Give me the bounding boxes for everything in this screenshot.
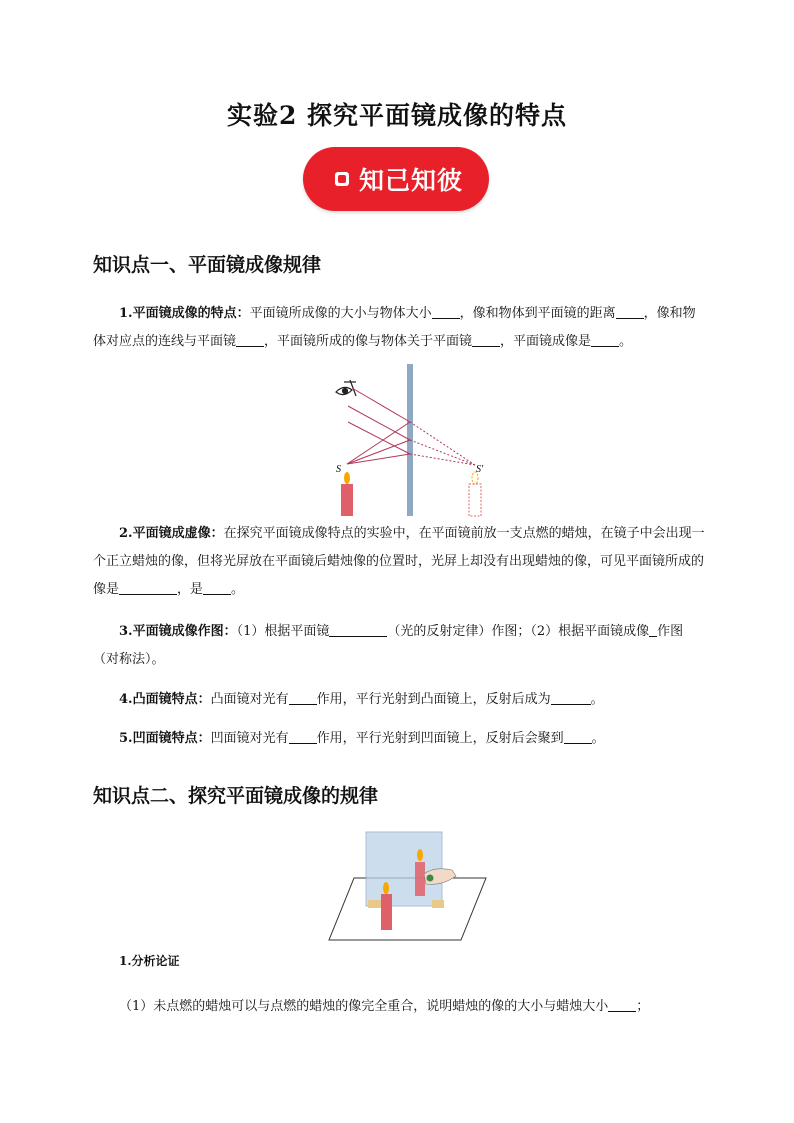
section-badge [303, 147, 489, 211]
blank [289, 729, 317, 744]
blank [564, 729, 592, 744]
mirror-ray-diagram [330, 362, 500, 518]
section2-heading: 知识点二、探究平面镜成像的规律 [93, 785, 379, 807]
blank [649, 622, 657, 637]
analysis-heading: 1.分析论证 [119, 954, 180, 968]
candle-object [341, 472, 353, 516]
item-5-lead: 5.凹面镜特点： [119, 731, 211, 746]
item-3: 3.平面镜成像作图：（1）根据平面镜 （光的反射定律）作图；（2）根据平面镜成像 作图（对称法）。 [93, 624, 684, 667]
blank [203, 580, 231, 595]
item-1: 1.平面镜成像的特点：平面镜所成像的大小与物体大小 ，像和物体到平面镜的距离 ，像和物体对应点的连线与平面镜 ，平面镜所成的像与物体关于平面镜 ，平面镜成像是 。 [93, 306, 696, 349]
eye-icon [336, 380, 356, 396]
item-4-lead: 4.凸面镜特点： [119, 692, 211, 707]
item-2-lead: 2.平面镜成虚像： [119, 526, 224, 541]
blank [119, 580, 177, 595]
blank [591, 332, 619, 347]
blank [329, 622, 387, 637]
support-block [368, 900, 382, 908]
blank [472, 332, 500, 347]
blank [289, 690, 317, 705]
item-4: 4.凸面镜特点：凸面镜对光有 作用，平行光射到凸面镜上，反射后成为 。 [119, 692, 604, 707]
blank [608, 997, 636, 1012]
light-rays [347, 388, 410, 464]
analysis-item-1: （1）未点燃的蜡烛可以与点燃的蜡烛的像完全重合，说明蜡烛的像的大小与蜡烛大小 ； [119, 999, 650, 1014]
blank [236, 332, 264, 347]
item-2: 2.平面镜成虚像：在探究平面镜成像特点的实验中，在平面镜前放一支点燃的蜡烛，在镜子中会出现一个正立蜡烛的像，但将光屏放在平面镜后蜡烛像的位置时，光屏上却没有出现蜡烛的像，可见平面镜所成的像是 ，是 。 [93, 526, 705, 597]
book-icon [335, 172, 349, 186]
object-label: S [336, 464, 341, 475]
virtual-rays [410, 422, 475, 465]
badge-label: 知己知彼 [359, 166, 464, 195]
blank [616, 304, 644, 319]
support-block [432, 900, 444, 908]
image-label: S' [476, 464, 484, 475]
page-title: 实验2 探究平面镜成像的特点 [226, 101, 568, 130]
candle-image [469, 472, 481, 516]
item-5: 5.凹面镜特点：凹面镜对光有 作用，平行光射到凹面镜上，反射后会聚到 。 [119, 731, 605, 746]
blank [432, 304, 460, 319]
blank [551, 690, 591, 705]
glass-plate-experiment-figure [326, 830, 488, 944]
section1-heading: 知识点一、平面镜成像规律 [93, 254, 322, 276]
glass-plate [366, 832, 442, 906]
item-3-lead: 3.平面镜成像作图： [119, 624, 237, 639]
item-1-lead: 1.平面镜成像的特点： [119, 306, 250, 321]
